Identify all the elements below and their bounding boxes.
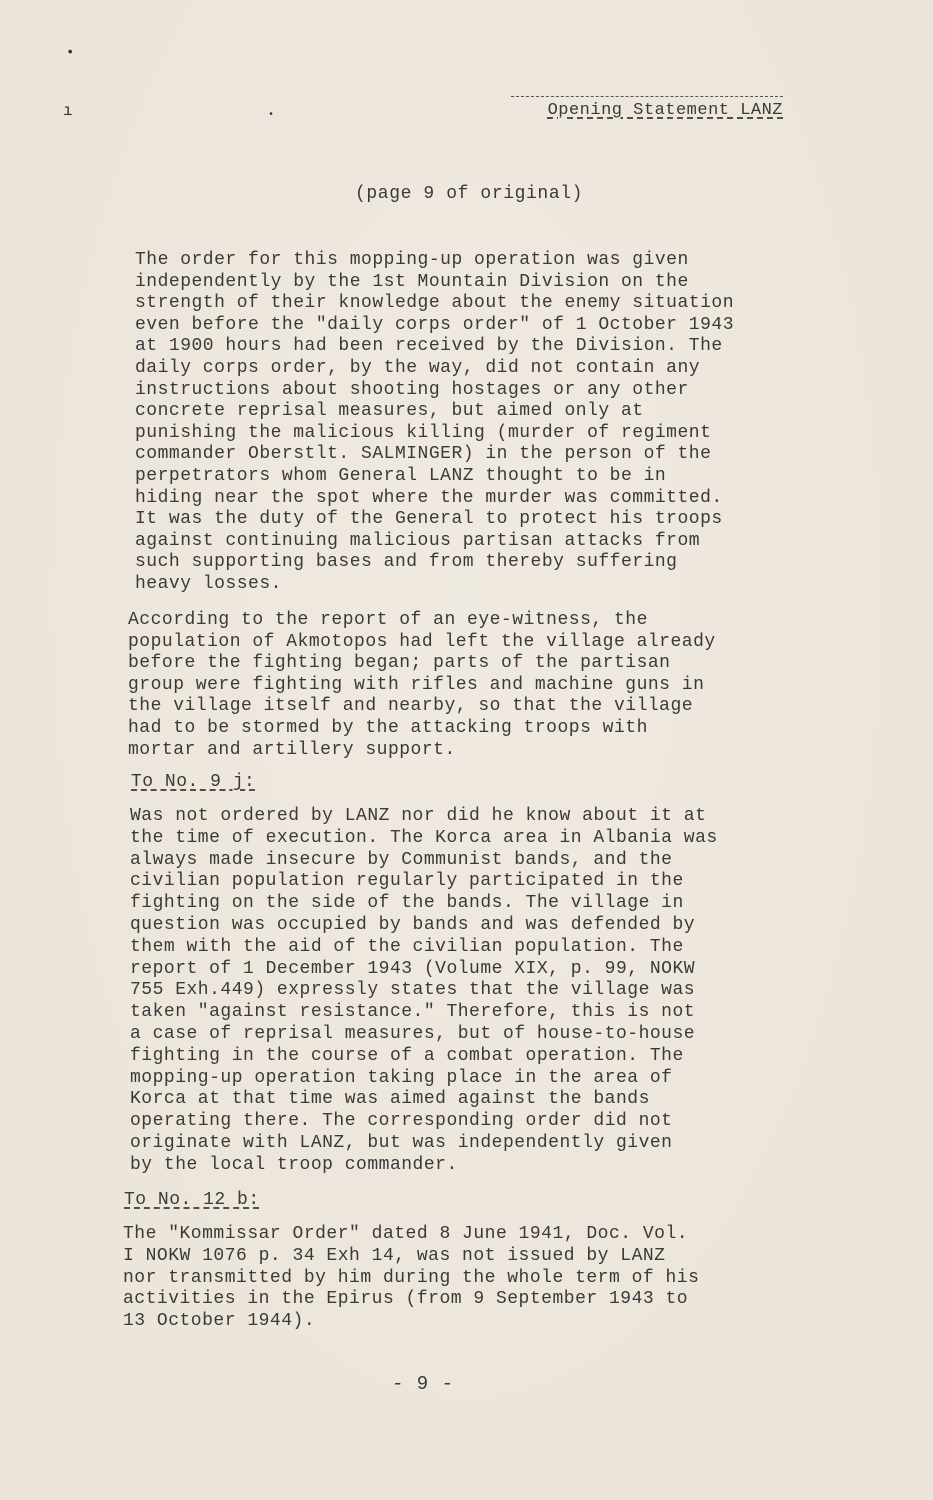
- margin-mark: ı: [63, 102, 73, 120]
- paragraph-eye-witness: According to the report of an eye-witness, the population of Akmotopos had left the village already before the fighting began; parts of the partisan group were fighting with rifles and machine guns in the village itself and nearby, so that the village had to be stormed by the attacking troops with mortar and artillery support.: [128, 610, 716, 760]
- paragraph-kommissar-order: The "Kommissar Order" dated 8 June 1941, Doc. Vol. I NOKW 1076 p. 34 Exh 14, was not issued by LANZ nor transmitted by him during the whole term of his activities in the Epirus (from 9 September 1943 to 13 October 1944).: [123, 1224, 700, 1332]
- page-reference: (page 9 of original): [355, 184, 584, 204]
- header-overline: [511, 96, 783, 97]
- paragraph-mopping-up-order: The order for this mopping-up operation was given independently by the 1st Mountain Division on the strength of their knowledge about the enemy situation even before the "daily corps order" of 1 October 1943 at 1900 hours had been received by the Division. The daily corps order, by the way, did not contain any instructions about shooting hostages or any other concrete reprisal measures, but aimed only at punishing the malicious killing (murder of regiment commander Oberstlt. SALMINGER) in the person of the perpetrators whom General LANZ thought to be in hiding near the spot where the murder was committed. It was the duty of the General to protect his troops against continuing malicious partisan attacks from such supporting bases and from thereby suffering heavy losses.: [135, 250, 734, 594]
- section-heading-9j: To No. 9 j:: [131, 772, 256, 792]
- margin-mark: •: [268, 110, 275, 121]
- margin-mark: •: [66, 45, 75, 61]
- document-header: Opening Statement LANZ: [547, 101, 783, 120]
- page-number: - 9 -: [392, 1373, 455, 1395]
- section-heading-12b: To No. 12 b:: [124, 1190, 260, 1210]
- paragraph-korca: Was not ordered by LANZ nor did he know about it at the time of execution. The Korca area in Albania was always made insecure by Communist bands, and the civilian population regularly participated in the fighting on the side of the bands. The village in question was occupied by bands and was defended by them with the aid of the civilian population. The report of 1 December 1943 (Volume XIX, p. 99, NOKW 755 Exh.449) expressly states that the village was taken "against resistance." Therefore, this is not a case of reprisal measures, but of house-to-house fighting in the course of a combat operation. The mopping-up operation taking place in the area of Korca at that time was aimed against the bands operating there. The corresponding order did not originate with LANZ, but was independently given by the local troop commander.: [130, 806, 718, 1175]
